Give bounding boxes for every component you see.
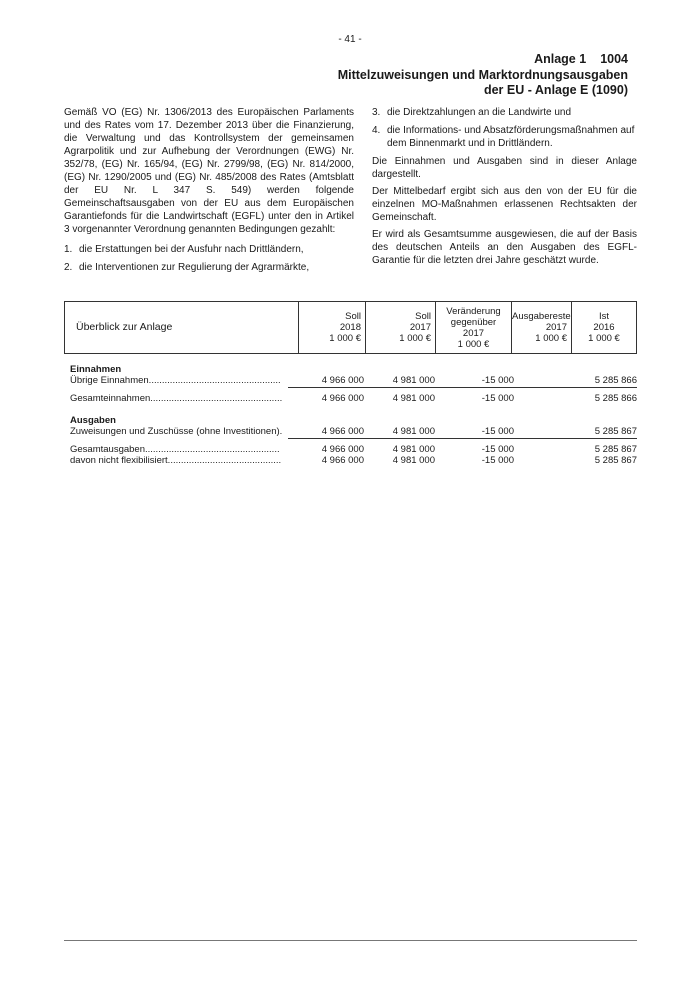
- header-veraenderung: [436, 302, 512, 353]
- anlage-number: 1004: [600, 52, 628, 66]
- row-label: Gesamtausgaben...................................................: [70, 444, 280, 455]
- table-row: [64, 455, 637, 466]
- page-number: - 41 -: [338, 34, 362, 45]
- cell-veraenderung: -15 000: [481, 444, 514, 455]
- table-row: [64, 426, 637, 437]
- row-label: Übrige Einnahmen..................................................: [70, 375, 281, 386]
- cell-soll-2018: 4 966 000: [321, 426, 364, 437]
- list-text: die Interventionen zur Regulierung der Agrarmärkte,: [79, 262, 310, 273]
- header-line: 1 000 €: [535, 333, 567, 344]
- anlage-label: Anlage 1: [534, 52, 587, 66]
- header-line: Ausgabereste: [512, 311, 571, 322]
- header-soll-2017: [366, 302, 436, 353]
- cell-soll-2018: 4 966 000: [321, 455, 364, 466]
- cell-soll-2018: 4 966 000: [321, 375, 364, 386]
- header-ausgabereste: [512, 302, 572, 353]
- header-line: 1 000 €: [588, 333, 620, 344]
- header-line: 2017: [462, 327, 485, 339]
- header-label: [65, 302, 299, 353]
- cell-soll-2017: 4 981 000: [392, 455, 435, 466]
- header-line: 1 000 €: [399, 333, 431, 344]
- table-header: [64, 301, 637, 354]
- header-line: 2017: [409, 322, 431, 333]
- list-text: die Erstattungen bei der Ausfuhr nach Drittländern,: [79, 244, 304, 255]
- header-ist-2016: [572, 302, 637, 353]
- title-line-2: der EU - Anlage E (1090): [483, 83, 628, 97]
- paragraph-darstellung: Die Einnahmen und Ausgaben sind in dieser Anlage dargestellt.: [372, 156, 637, 180]
- header-line: Ist: [598, 311, 610, 322]
- list-number: 2.: [64, 262, 73, 273]
- row-label: davon nicht flexibilisiert...........................................: [70, 455, 282, 466]
- table-row: [64, 375, 637, 386]
- list-text: die Direktzahlungen an die Landwirte und: [387, 107, 572, 118]
- table-row: [64, 444, 637, 455]
- cell-ist-2016: 5 285 867: [594, 455, 637, 466]
- header-line: gegenüber: [450, 316, 497, 328]
- paragraph-mittelbedarf: Der Mittelbedarf ergibt sich aus den von der EU für die einzelnen MO-Maßnahmen erlassenen Rechtsakten der Gemeinschaft.: [372, 186, 637, 223]
- header-soll-2018: [299, 302, 366, 353]
- cell-veraenderung: -15 000: [481, 455, 514, 466]
- cell-ist-2016: 5 285 866: [594, 375, 637, 386]
- cell-soll-2017: 4 981 000: [392, 444, 435, 455]
- footer-rule: [64, 940, 637, 941]
- cell-soll-2018: 4 966 000: [321, 444, 364, 455]
- list-item: [64, 243, 354, 256]
- header-line: Veränderung: [446, 305, 501, 317]
- overview-table: [64, 301, 637, 466]
- list-item: [64, 261, 354, 274]
- table-row: [64, 393, 637, 404]
- list-text: die Informations- und Absatzförderungsmaßnahmen auf dem Binnenmarkt und in Drittländern.: [387, 125, 635, 149]
- sum-rule: [288, 387, 637, 388]
- list-number: 1.: [64, 244, 73, 255]
- title-line-1: Mittelzuweisungen und Marktordnungsausgaben: [337, 67, 628, 82]
- group-heading-einnahmen: Einnahmen: [70, 364, 122, 375]
- cell-soll-2017: 4 981 000: [392, 375, 435, 386]
- cell-ist-2016: 5 285 866: [594, 393, 637, 404]
- cell-soll-2017: 4 981 000: [392, 426, 435, 437]
- header-line: 2017: [545, 322, 567, 333]
- page-header: [338, 52, 628, 99]
- cell-ist-2016: 5 285 867: [594, 444, 637, 455]
- header-line: Soll: [415, 311, 431, 322]
- header-line: 2016: [593, 322, 615, 333]
- cell-veraenderung: -15 000: [481, 393, 514, 404]
- row-label: Zuweisungen und Zuschüsse (ohne Investitionen).: [70, 426, 282, 437]
- cell-soll-2017: 4 981 000: [392, 393, 435, 404]
- header-line: 1 000 €: [457, 338, 490, 350]
- header-line: 2018: [339, 322, 361, 333]
- cell-ist-2016: 5 285 867: [594, 426, 637, 437]
- anlage-line: [338, 52, 628, 68]
- header-line: Soll: [345, 311, 361, 322]
- list-item: [372, 124, 637, 150]
- right-column: [372, 106, 637, 271]
- sum-rule: [288, 438, 637, 439]
- row-label: Gesamteinnahmen..................................................: [70, 393, 282, 404]
- cell-soll-2018: 4 966 000: [321, 393, 364, 404]
- intro-paragraph: Gemäß VO (EG) Nr. 1306/2013 des Europäischen Parlaments und des Rates vom 17. Dezember 2013 über die Finanzierung, die Verwaltung und das Kontrollsystem der gemeinsamen Agrarpolitik und zur Aufhebung der Verordnungen (EWG) Nr. 352/78, (EG) Nr. 165/94, (EG) Nr. 2799/98, (EG) Nr. 814/2000, (EG) Nr. 1290/2005 und (EG) Nr. 485/2008 des Rates (Amtsblatt der EU Nr. L 347 S. 549) werden folgende Gemeinschaftsausgaben von der EU aus dem Europäischen Garantiefonds für die Landwirtschaft (EGFL) unter den in Artikel 3 vorgenannter Verordnung genannten Bedingungen gezahlt:: [64, 107, 354, 235]
- list-number: 3.: [372, 107, 381, 118]
- header-label-text: Überblick zur Anlage: [76, 321, 173, 333]
- list-number: 4.: [372, 125, 381, 136]
- left-column: [64, 106, 354, 279]
- group-heading-ausgaben: Ausgaben: [70, 415, 116, 426]
- list-item: [372, 106, 637, 119]
- cell-veraenderung: -15 000: [481, 375, 514, 386]
- header-line: 1 000 €: [329, 333, 361, 344]
- cell-veraenderung: -15 000: [481, 426, 514, 437]
- paragraph-gesamtsumme: Er wird als Gesamtsumme ausgewiesen, die auf der Basis des deutschen Anteils an den Ausgaben des EGFL-Garantie für die letzten drei Jahre geschätzt wurde.: [372, 229, 637, 266]
